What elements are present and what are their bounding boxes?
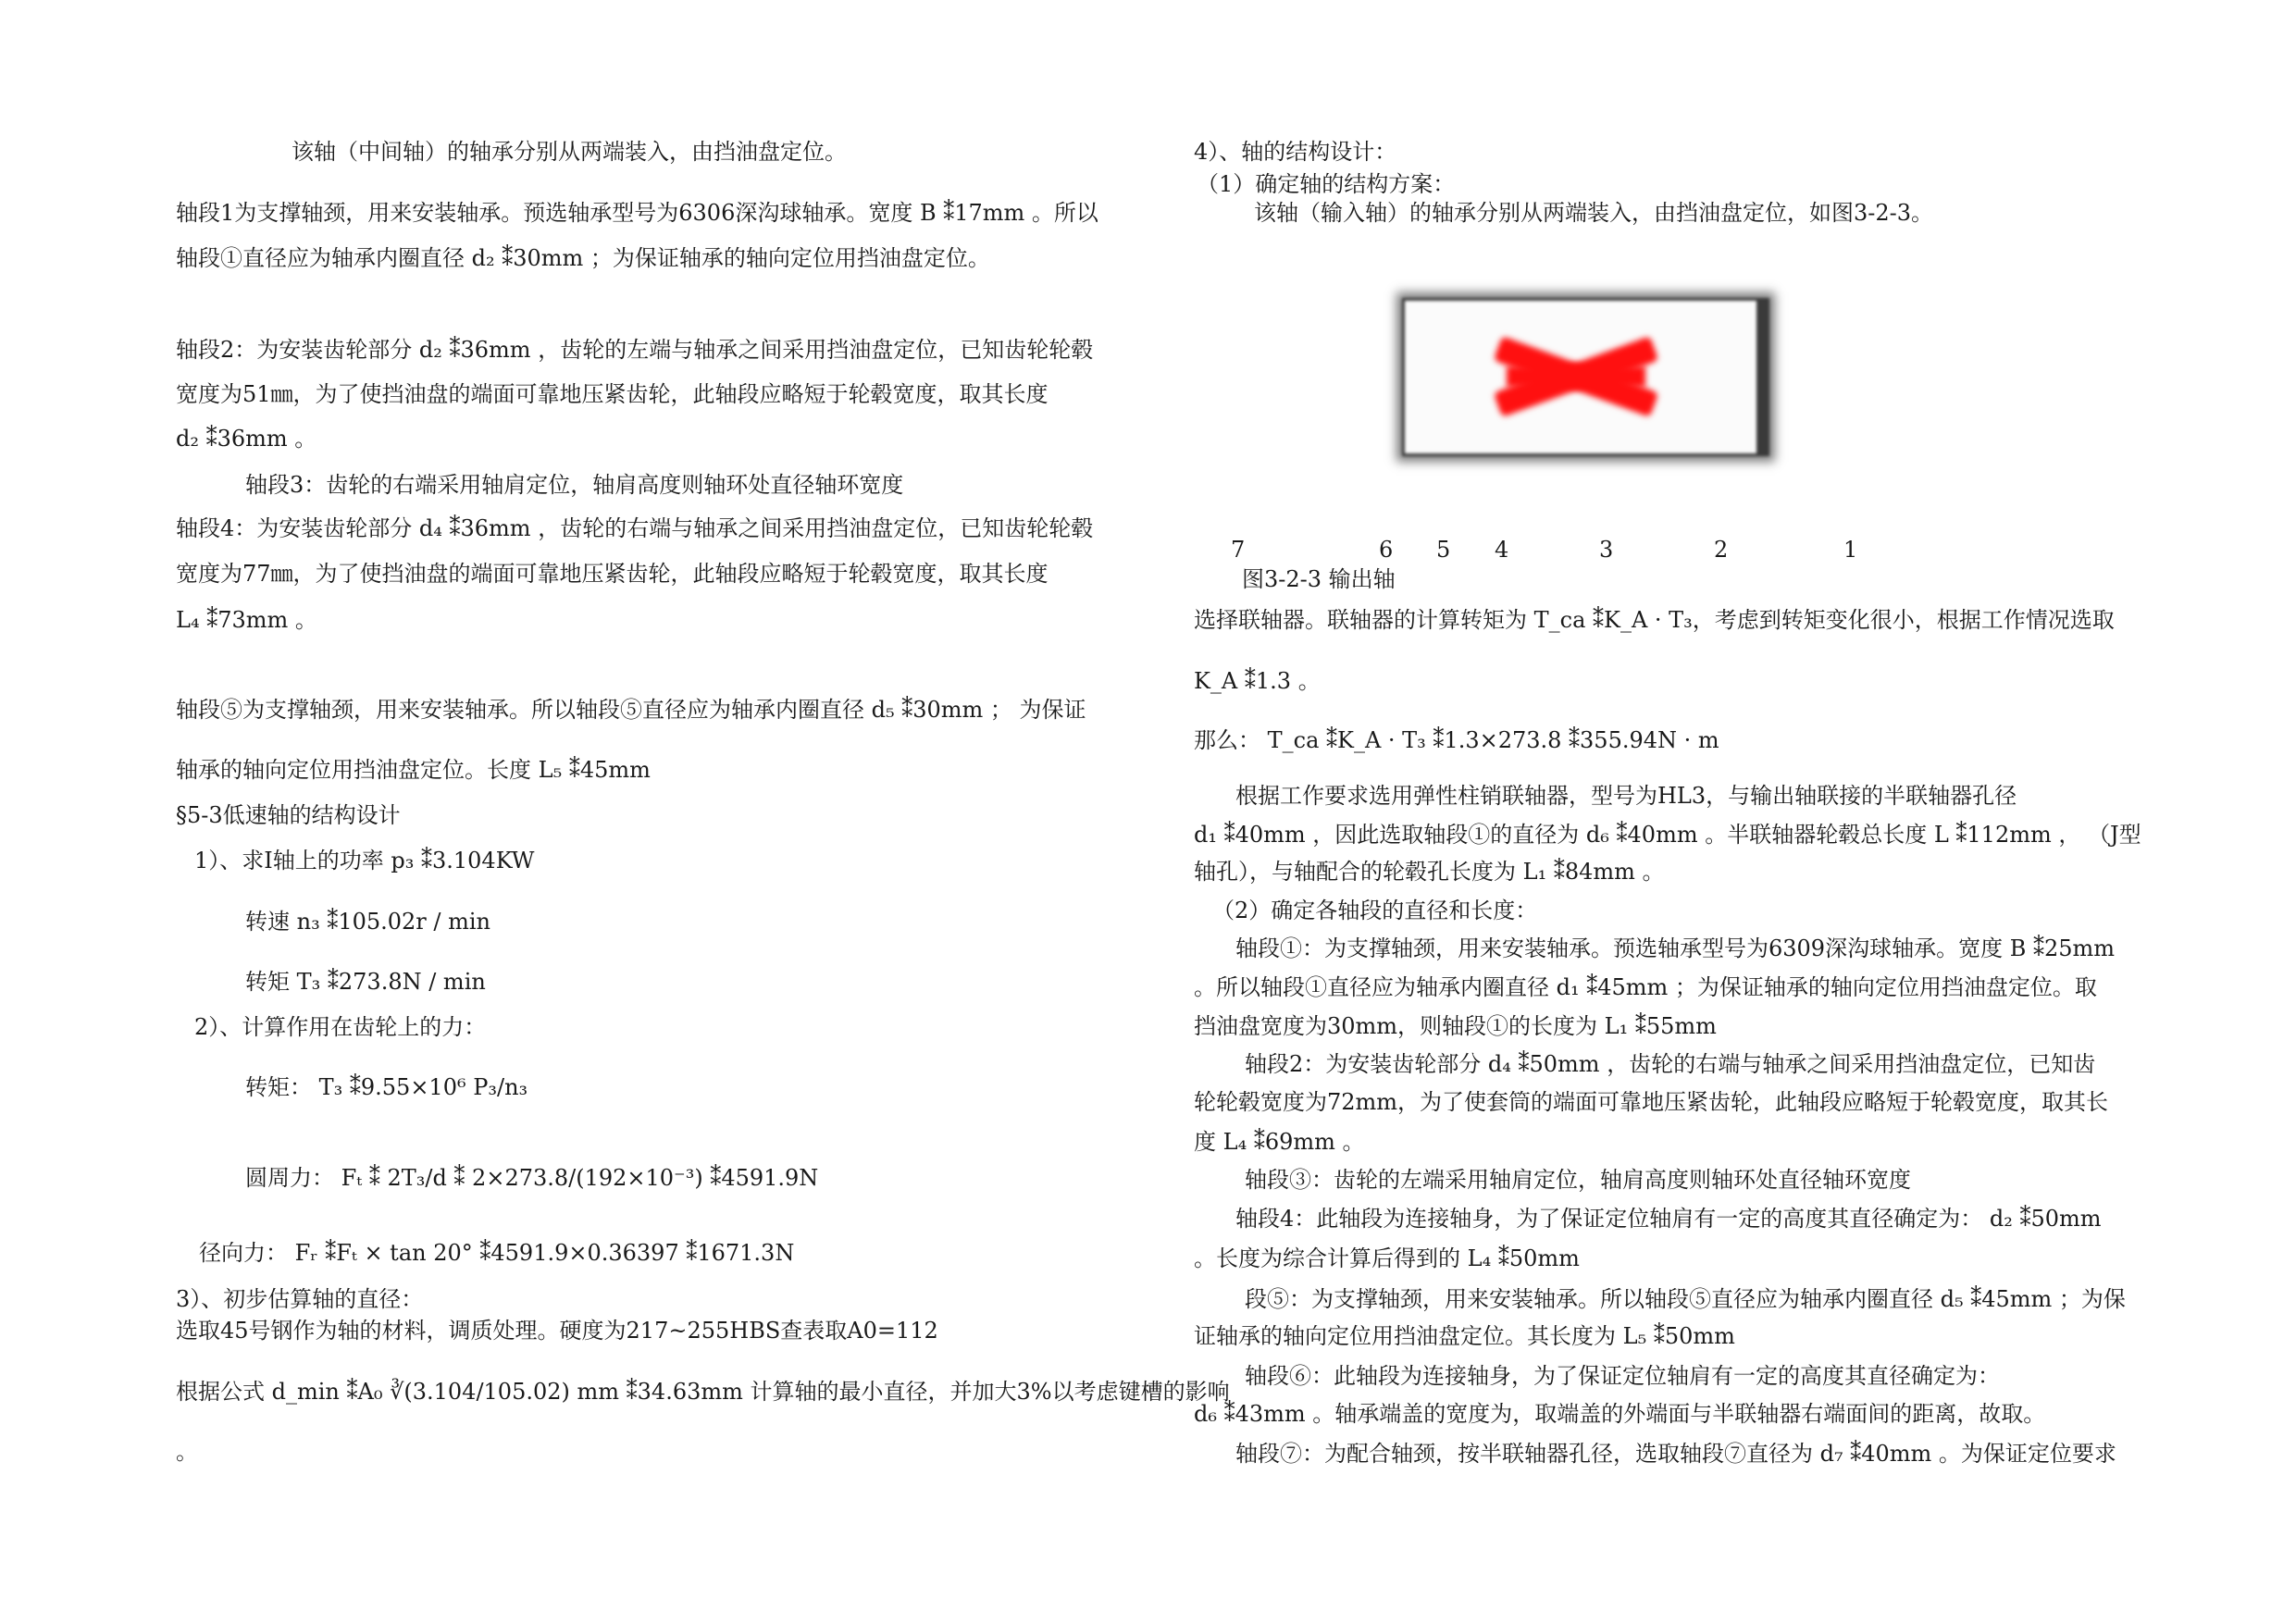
right-line-11: 轴段①：为支撑轴颈，用来安装轴承。预选轴承型号为6309深沟球轴承。宽度 B ⁑25mm bbox=[1235, 935, 2116, 961]
right-line-24: 轴段⑦：为配合轴颈，按半联轴器孔径，选取轴段⑦直径为 d₇ ⁑40mm 。为保证定位要求 bbox=[1235, 1441, 2116, 1467]
right-line-0: 4）、轴的结构设计： bbox=[1194, 139, 1397, 165]
right-line-10: （2）确定各轴段的直径和长度： bbox=[1212, 898, 1538, 923]
part-number: 3 bbox=[1599, 537, 1614, 563]
left-line-8: 宽度为77㎜，为了使挡油盘的端面可靠地压紧齿轮，此轴段应略短于轮毂宽度，取其长度 bbox=[176, 561, 1049, 587]
left-line-22: 根据公式 d_min ⁑A₀ ∛(3.104/105.02) mm ⁑34.63mm 计算轴的最小直径，并加大3%以考虑键槽的影响 bbox=[176, 1379, 1230, 1405]
right-line-17: 轴段③：齿轮的左端采用轴肩定位，轴肩高度则轴环处直径轴环宽度 bbox=[1245, 1167, 1911, 1193]
right-line-2: 该轴（输入轴）的轴承分别从两端装入，由挡油盘定位，如图3-2-3。 bbox=[1254, 200, 1934, 226]
left-line-11: 轴承的轴向定位用挡油盘定位。长度 L₅ ⁑45mm bbox=[176, 757, 651, 783]
right-line-19: 。长度为综合计算后得到的 L₄ ⁑50mm bbox=[1194, 1245, 1580, 1271]
right-line-8: d₁ ⁑40mm ，因此选取轴段①的直径为 d₆ ⁑40mm 。半联轴器轮毂总长度 L ⁑112mm ， （J型 bbox=[1194, 822, 2141, 848]
left-line-3: 轴段2：为安装齿轮部分 d₂ ⁑36mm ，齿轮的左端与轴承之间采用挡油盘定位，已知齿轮轮毂 bbox=[176, 337, 1094, 363]
left-line-0: 该轴（中间轴）的轴承分别从两端装入，由挡油盘定位。 bbox=[292, 139, 847, 165]
part-number: 4 bbox=[1495, 537, 1509, 563]
right-line-20: 段⑤：为支撑轴颈，用来安装轴承。所以轴段⑤直径应为轴承内圈直径 d₅ ⁑45mm ；为保 bbox=[1245, 1286, 2126, 1312]
left-line-21: 选取45号钢作为轴的材料，调质处理。硬度为217~255HBS查表取A0=112 bbox=[176, 1318, 938, 1344]
part-number: 5 bbox=[1436, 537, 1451, 563]
right-line-13: 挡油盘宽度为30mm，则轴段①的长度为 L₁ ⁑55mm bbox=[1194, 1013, 1717, 1039]
left-line-13: 1）、求Ⅰ轴上的功率 p₃ ⁑3.104KW bbox=[194, 848, 535, 873]
left-line-7: 轴段4：为安装齿轮部分 d₄ ⁑36mm ，齿轮的右端与轴承之间采用挡油盘定位，已知齿轮轮毂 bbox=[176, 515, 1094, 541]
left-line-10: 轴段⑤为支撑轴颈，用来安装轴承。所以轴段⑤直径应为轴承内圈直径 d₅ ⁑30mm ； 为保证 bbox=[176, 697, 1086, 723]
left-line-20: 3）、初步估算轴的直径： bbox=[176, 1286, 424, 1312]
right-line-14: 轴段2：为安装齿轮部分 d₄ ⁑50mm ，齿轮的右端与轴承之间采用挡油盘定位，已知齿 bbox=[1245, 1051, 2096, 1077]
right-line-1: （1）确定轴的结构方案： bbox=[1197, 171, 1456, 197]
left-line-18: 圆周力： Fₜ ⁑ 2T₃/d ⁑ 2×273.8/(192×10⁻³) ⁑4591.9N bbox=[245, 1165, 819, 1191]
right-line-5: K_A ⁑1.3 。 bbox=[1194, 668, 1321, 694]
right-line-18: 轴段4：此轴段为连接轴身，为了保证定位轴肩有一定的高度其直径确定为： d₂ ⁑50mm bbox=[1235, 1206, 2102, 1232]
right-line-12: 。所以轴段①直径应为轴承内圈直径 d₁ ⁑45mm ；为保证轴承的轴向定位用挡油盘定位。取 bbox=[1194, 974, 2097, 1000]
left-line-12: §5-3低速轴的结构设计 bbox=[176, 802, 401, 828]
right-line-21: 证轴承的轴向定位用挡油盘定位。其长度为 L₅ ⁑50mm bbox=[1194, 1323, 1735, 1349]
left-line-19: 径向力： Fᵣ ⁑Fₜ × tan 20° ⁑4591.9×0.36397 ⁑1671.3N bbox=[199, 1240, 795, 1266]
part-number: 6 bbox=[1379, 537, 1394, 563]
left-line-1: 轴段1为支撑轴颈，用来安装轴承。预选轴承型号为6306深沟球轴承。宽度 B ⁑17mm 。所以 bbox=[176, 200, 1098, 226]
right-line-4: 选择联轴器。联轴器的计算转矩为 T_ca ⁑K_A · T₃，考虑到转矩变化很小，根据工作情况选取 bbox=[1194, 607, 2115, 633]
left-line-17: 转矩： T₃ ⁑9.55×10⁶ P₃/n₃ bbox=[245, 1074, 528, 1100]
right-line-16: 度 L₄ ⁑69mm 。 bbox=[1194, 1129, 1365, 1155]
left-line-23: 。 bbox=[176, 1439, 198, 1465]
right-line-23: d₆ ⁑43mm 。轴承端盖的宽度为，取端盖的外端面与半联轴器右端面间的距离，故取。 bbox=[1194, 1401, 2046, 1427]
left-line-2: 轴段①直径应为轴承内圈直径 d₂ ⁑30mm ；为保证轴承的轴向定位用挡油盘定位。 bbox=[176, 245, 990, 271]
left-line-9: L₄ ⁑73mm 。 bbox=[176, 607, 317, 633]
missing-image-placeholder bbox=[1402, 298, 1769, 456]
right-line-22: 轴段⑥：此轴段为连接轴身，为了保证定位轴肩有一定的高度其直径确定为： bbox=[1245, 1363, 2000, 1389]
left-line-16: 2）、计算作用在齿轮上的力： bbox=[194, 1014, 487, 1040]
left-line-15: 转矩 T₃ ⁑273.8N / min bbox=[245, 969, 486, 995]
left-line-5: d₂ ⁑36mm 。 bbox=[176, 426, 317, 452]
left-line-6: 轴段3：齿轮的右端采用轴肩定位，轴肩高度则轴环处直径轴环宽度 bbox=[245, 472, 904, 498]
part-number: 1 bbox=[1843, 537, 1858, 563]
part-number: 2 bbox=[1714, 537, 1729, 563]
right-line-15: 轮轮毂宽度为72mm，为了使套筒的端面可靠地压紧齿轮，此轴段应略短于轮毂宽度，取其长 bbox=[1194, 1089, 2109, 1115]
right-line-9: 轴孔），与轴配合的轮毂孔长度为 L₁ ⁑84mm 。 bbox=[1194, 859, 1665, 885]
left-line-4: 宽度为51㎜，为了使挡油盘的端面可靠地压紧齿轮，此轴段应略短于轮毂宽度，取其长度 bbox=[176, 381, 1049, 407]
right-line-6: 那么： T_ca ⁑K_A · T₃ ⁑1.3×273.8 ⁑355.94N · m bbox=[1194, 727, 1719, 753]
figure-caption: 图3-2-3 输出轴 bbox=[1242, 566, 1396, 592]
right-line-7: 根据工作要求选用弹性柱销联轴器，型号为HL3，与输出轴联接的半联轴器孔径 bbox=[1235, 783, 2017, 809]
left-line-14: 转速 n₃ ⁑105.02r / min bbox=[245, 909, 491, 935]
part-number: 7 bbox=[1231, 537, 1246, 563]
